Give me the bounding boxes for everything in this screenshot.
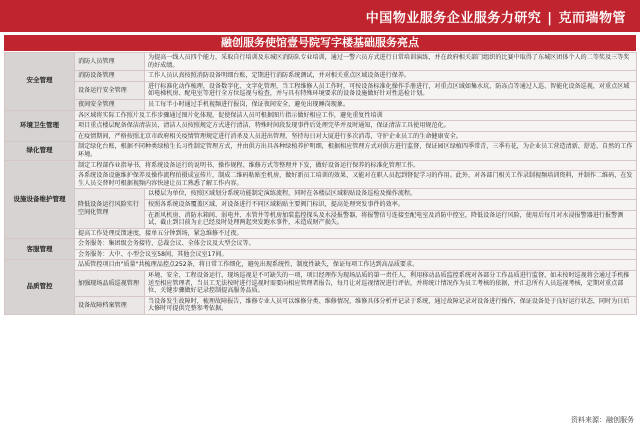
table-row xyxy=(5,121,637,132)
subcategory-cell: 降低设备运行风险实行空间化管理 xyxy=(75,189,145,228)
table-row xyxy=(5,271,637,297)
table-row xyxy=(5,171,637,189)
category-cell: 绿化管理 xyxy=(5,142,75,160)
content-cell: 在疫情期间，严格按照北京市政府相关疫情管理规定进行消杀及人员进出管理，坚持每日对大厦进行多次消毒，守护企业员工的生命健康安全。 xyxy=(75,131,637,142)
subcategory-cell: 设备故障档案管理 xyxy=(75,296,145,314)
header-separator: | xyxy=(547,11,553,26)
content-cell: 会务服务：集团级会务接待、总裁会议、全体会议及大型会议等。 xyxy=(75,239,637,250)
content-cell: 各系统设备设施维护保养及操作流程拍摄成宣传片，制成二维码粘贴至机房，做好新员工培训的效果，又能对在职人员起到督促学习的作用。此外，对各部门相关工作录制视频培训资料，并制作二维码，在发生人员交替时可根据视频内容快速让员工熟悉了解工作内容。 xyxy=(75,171,637,189)
subcategory-cell: 设备运行安全管理 xyxy=(75,81,145,99)
table-row xyxy=(5,249,637,260)
content-cell: 制定绿化台账，根据不同种类绿植生长习性制定管理方式，并由供方出具各种绿植养护明细，根据相应管理方式对供方进行监督，保证园区绿植四季常青，三季有花，为企业员工营造清新、舒适、自然的工作环境。 xyxy=(75,142,637,160)
subcategory-cell: 消防人员管理 xyxy=(75,53,145,71)
content-cell: 进行标准化动作梳理，设备数字化、文字化管理，当工程维修人员工作时，可按设备标准化操作手册进行，对重点区域如集水坑、防冻点等通过人巡、智能化设备巡视，对重点区域如电梯机房、配电室等进行全方位巡视与检查，并与具有特殊环境要求的设备设施做好针对性巡检计划。 xyxy=(145,81,637,99)
table-row xyxy=(5,99,637,110)
content-cell: 按照各系统设备覆盖区域、对设备进行不同区域粘贴主要阀门标识，提高处理突发事件的效率。 xyxy=(145,199,637,210)
content-cell: 当设备发生故障时，梳理故障报告，维修专业人员可以维修分类、维修情况，维修具体分析并记录于系统，通过故障记录对设备进行操作，保证设备处于良好运行状态，同时为日后大修时可提供完整参考依据。 xyxy=(145,296,637,314)
content-cell: 为提高一线人员四个能力，采取自行培训及东城区消防队专业培训，通过一警六员方式进行日常培训演练，并在政府相关部门组织的比赛中取得了东城区团体个人的二等奖及三等奖的好成绩。 xyxy=(145,53,637,71)
content-cell: 员工每半小时通过手机视频进行报岗，保证夜间安全，避免出现睡岗现象。 xyxy=(145,99,637,110)
subcategory-cell: 加强现场品质巡视管理 xyxy=(75,271,145,297)
table-row xyxy=(5,53,637,71)
category-cell: 安全管理 xyxy=(5,53,75,111)
table-row xyxy=(5,142,637,160)
category-cell: 环境卫生管理 xyxy=(5,110,75,142)
content-cell: 在新风机房、消防水箱间、弱电井、水管井等机房加装监控探头及水浸报警器，将报警信号连接至配电室及消防中控室，降低设备运行风险，使用后每月对水浸报警器进行报警测试，截止到目前为止已经及时处理两起突发跑水事件，未造成财产损失。 xyxy=(145,210,637,228)
table-row xyxy=(5,189,637,200)
table-row xyxy=(5,110,637,121)
content-cell: 工作人员认真按照消防设备明细台账，定期进行消防系统测试，并对相关重点区域设备进行保养。 xyxy=(145,71,637,82)
table-row xyxy=(5,260,637,271)
subcategory-cell: 夜间安全管理 xyxy=(75,99,145,110)
brand-name: 克而瑞物管 xyxy=(558,11,626,26)
table-row xyxy=(5,228,637,239)
content-cell: 品质管控项目由"质量"共梳理品控点252条，将日常工作细化，避免出现系统性、制度性缺失，保证每项工作达到高品质要求。 xyxy=(75,260,637,271)
source-footnote: 资料来源：融创服务 xyxy=(571,416,634,424)
content-cell: 环境、安全、工程设备运行、现场巡视是不可缺失的一项，项目经理作为现场品质的第一责任人，利用移动品质监控系统对各部分工作品质进行监督，如未按时巡视将会通过手机推送至相应管理者，当员工无法按时进行巡视时需要向相应管理者报告，每月让对巡视情况进行评估，并将统计情况作为员工考核的依据，并汇总所有人员巡视考核，定期对重点部位、关键步骤做好记录控制提高服务品质。 xyxy=(145,271,637,297)
category-cell: 品质管控 xyxy=(5,260,75,315)
report-header xyxy=(366,7,626,26)
table-row xyxy=(5,239,637,250)
content-cell: 项目重点楼层配备保洁清洁员，清洁人员按照规定方式进行清洁，特殊时间段发现事件后处理完毕并及时通知，保证清洁工具使用规范化。 xyxy=(75,121,637,132)
top-bar xyxy=(0,0,640,32)
subcategory-cell: 消防设备管理 xyxy=(75,71,145,82)
category-cell: 设施设备维护管理 xyxy=(5,160,75,239)
services-table xyxy=(4,52,637,315)
content-cell: 各区域将实际工作照片及工作步骤通过图片化体现，促使保洁人员可根据图片指示做好相应工作，避免重复性培训 xyxy=(75,110,637,121)
table-row xyxy=(5,160,637,171)
content-cell: 会务服务：大中、小型会议室58间，其他会议室17间。 xyxy=(75,249,637,260)
report-title: 中国物业服务企业服务力研究 xyxy=(365,11,542,26)
table-title-banner: 融创服务使馆壹号院写字楼基础服务亮点 xyxy=(4,35,636,51)
table-row xyxy=(5,131,637,142)
table-row xyxy=(5,296,637,314)
table-row xyxy=(5,81,637,99)
content-cell: 制定工程部作业指导书，将系统设备运行的说明书、操作规程、维修方式等整理并下发，做好设备运行保养的标准化管理工作。 xyxy=(75,160,637,171)
table-row xyxy=(5,71,637,82)
category-cell: 客服管理 xyxy=(5,239,75,260)
content-cell: 以楼层为单位，按照区域划分系统功能制定演练流程，同时在各楼层区域粘贴设备巡检及操作流程。 xyxy=(145,189,637,200)
content-cell: 提高工作处理反馈速度，接单五分钟到场，紧急维修不过夜。 xyxy=(75,228,637,239)
